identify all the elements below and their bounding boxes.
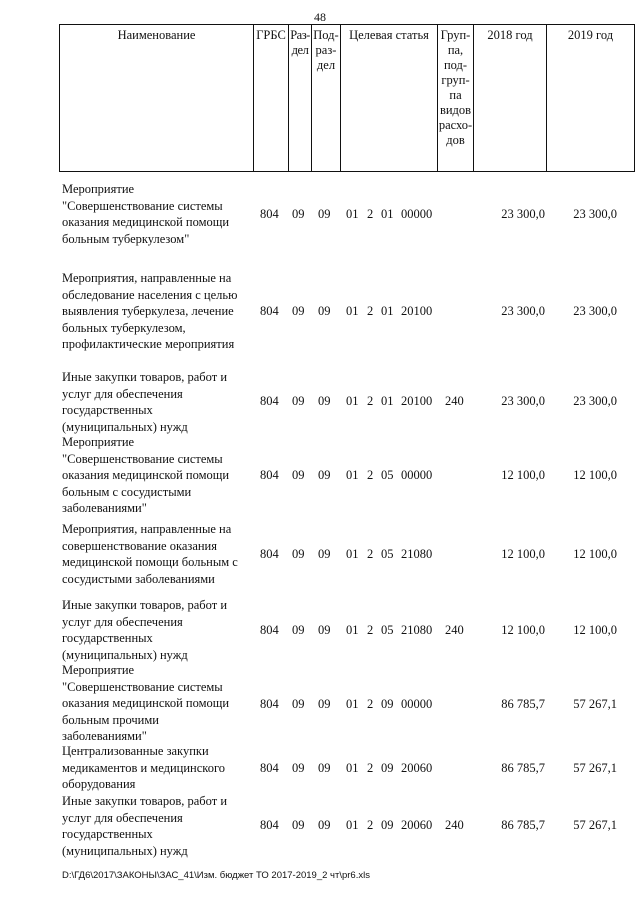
row-expense-type: 240 bbox=[445, 394, 464, 408]
row-target-direction: 20100 bbox=[401, 304, 433, 318]
page-number: 48 bbox=[314, 10, 326, 24]
row-target-program: 01 bbox=[346, 394, 359, 408]
row-grbs: 804 bbox=[260, 818, 279, 832]
row-target-subprogram: 2 bbox=[367, 207, 374, 221]
row-razdel: 09 bbox=[292, 304, 305, 318]
row-podrazdel: 09 bbox=[318, 818, 331, 832]
row-target-program: 01 bbox=[346, 547, 359, 561]
row-target-event: 05 bbox=[381, 623, 394, 637]
row-target-subprogram: 2 bbox=[367, 394, 374, 408]
row-value-2018: 23 300,0 bbox=[501, 394, 545, 408]
row-target-program: 01 bbox=[346, 207, 359, 221]
header-bottom-border bbox=[59, 171, 635, 172]
header-divider bbox=[546, 24, 547, 172]
row-target-direction: 20060 bbox=[401, 761, 433, 775]
row-razdel: 09 bbox=[292, 207, 305, 221]
row-target-event: 09 bbox=[381, 697, 394, 711]
row-target-event: 01 bbox=[381, 304, 394, 318]
row-razdel: 09 bbox=[292, 697, 305, 711]
row-value-2019: 23 300,0 bbox=[573, 304, 617, 318]
row-name: Централизованные закупки медикаментов и медицинского оборудования bbox=[62, 744, 226, 791]
row-name: Мероприятие "Совершенствование системы оказания медицинской помощи больным с сосудистыми заболеваниями" bbox=[62, 435, 230, 515]
row-target-subprogram: 2 bbox=[367, 468, 374, 482]
row-target-program: 01 bbox=[346, 761, 359, 775]
header-divider bbox=[634, 24, 635, 172]
row-name: Мероприятие "Совершенствование системы оказания медицинской помощи больным туберкулезом" bbox=[62, 182, 230, 246]
row-target-program: 01 bbox=[346, 818, 359, 832]
row-podrazdel: 09 bbox=[318, 547, 331, 561]
row-target-program: 01 bbox=[346, 304, 359, 318]
row-name: Иные закупки товаров, работ и услуг для обеспечения государственных (муниципальных) нужд bbox=[62, 598, 228, 662]
row-podrazdel: 09 bbox=[318, 207, 331, 221]
row-razdel: 09 bbox=[292, 547, 305, 561]
row-podrazdel: 09 bbox=[318, 468, 331, 482]
row-value-2019: 23 300,0 bbox=[573, 394, 617, 408]
row-target-subprogram: 2 bbox=[367, 304, 374, 318]
row-target-event: 01 bbox=[381, 207, 394, 221]
row-name: Иные закупки товаров, работ и услуг для обеспечения государственных (муниципальных) нужд bbox=[62, 370, 228, 434]
header-divider bbox=[473, 24, 474, 172]
row-grbs: 804 bbox=[260, 697, 279, 711]
row-grbs: 804 bbox=[260, 623, 279, 637]
row-target-program: 01 bbox=[346, 623, 359, 637]
header-podrazdel: Под- раз- дел bbox=[313, 28, 339, 72]
header-razdel: Раз- дел bbox=[290, 28, 310, 57]
header-divider bbox=[253, 24, 254, 172]
row-target-direction: 21080 bbox=[401, 623, 433, 637]
row-target-direction: 20060 bbox=[401, 818, 433, 832]
row-expense-type: 240 bbox=[445, 818, 464, 832]
row-grbs: 804 bbox=[260, 394, 279, 408]
header-divider bbox=[340, 24, 341, 172]
header-grbs: ГРБС bbox=[256, 28, 286, 42]
row-value-2019: 57 267,1 bbox=[573, 818, 617, 832]
row-target-subprogram: 2 bbox=[367, 697, 374, 711]
row-podrazdel: 09 bbox=[318, 623, 331, 637]
header-2018: 2018 год bbox=[487, 28, 533, 42]
row-target-direction: 00000 bbox=[401, 697, 433, 711]
row-target-event: 05 bbox=[381, 468, 394, 482]
row-target-event: 05 bbox=[381, 547, 394, 561]
row-expense-type: 240 bbox=[445, 623, 464, 637]
row-target-direction: 00000 bbox=[401, 468, 433, 482]
row-value-2019: 12 100,0 bbox=[573, 547, 617, 561]
header-name: Наименование bbox=[117, 28, 196, 42]
row-value-2019: 12 100,0 bbox=[573, 468, 617, 482]
row-target-direction: 00000 bbox=[401, 207, 433, 221]
row-podrazdel: 09 bbox=[318, 394, 331, 408]
row-grbs: 804 bbox=[260, 207, 279, 221]
row-target-event: 01 bbox=[381, 394, 394, 408]
row-value-2018: 23 300,0 bbox=[501, 207, 545, 221]
row-value-2018: 86 785,7 bbox=[501, 761, 545, 775]
row-target-direction: 20100 bbox=[401, 394, 433, 408]
row-name: Мероприятия, направленные на обследование населения с целью выявления туберкулеза, лечение больных туберкулезом, профилактические мероприятия bbox=[62, 271, 238, 351]
row-name: Иные закупки товаров, работ и услуг для обеспечения государственных (муниципальных) нужд bbox=[62, 794, 228, 858]
header-top-border bbox=[59, 24, 635, 25]
row-razdel: 09 bbox=[292, 818, 305, 832]
row-podrazdel: 09 bbox=[318, 304, 331, 318]
row-podrazdel: 09 bbox=[318, 697, 331, 711]
row-target-event: 09 bbox=[381, 761, 394, 775]
row-razdel: 09 bbox=[292, 394, 305, 408]
row-grbs: 804 bbox=[260, 304, 279, 318]
row-target-subprogram: 2 bbox=[367, 761, 374, 775]
row-value-2018: 12 100,0 bbox=[501, 623, 545, 637]
row-grbs: 804 bbox=[260, 761, 279, 775]
row-grbs: 804 bbox=[260, 468, 279, 482]
row-target-subprogram: 2 bbox=[367, 818, 374, 832]
row-target-event: 09 bbox=[381, 818, 394, 832]
row-name: Мероприятие "Совершенствование системы оказания медицинской помощи больным прочими заболеваниями" bbox=[62, 663, 230, 743]
row-value-2018: 12 100,0 bbox=[501, 547, 545, 561]
header-group: Груп- па, под- груп- па видов расхо- дов bbox=[438, 28, 473, 147]
header-divider bbox=[59, 24, 60, 172]
row-target-program: 01 bbox=[346, 697, 359, 711]
row-value-2018: 23 300,0 bbox=[501, 304, 545, 318]
header-2019: 2019 год bbox=[567, 28, 614, 42]
row-target-program: 01 bbox=[346, 468, 359, 482]
header-target: Целевая статья bbox=[349, 28, 429, 42]
row-target-subprogram: 2 bbox=[367, 623, 374, 637]
row-name: Мероприятия, направленные на совершенствование оказания медицинской помощи больным с сосудистыми заболеваниями bbox=[62, 522, 238, 586]
row-grbs: 804 bbox=[260, 547, 279, 561]
row-value-2019: 57 267,1 bbox=[573, 697, 617, 711]
row-razdel: 09 bbox=[292, 761, 305, 775]
row-target-subprogram: 2 bbox=[367, 547, 374, 561]
row-value-2019: 12 100,0 bbox=[573, 623, 617, 637]
row-value-2018: 86 785,7 bbox=[501, 697, 545, 711]
file-path-footer: D:\ГД6\2017\ЗАКОНЫ\ЗАС_41\Изм. бюджет ТО 2017-2019_2 чт\pr6.xls bbox=[62, 870, 370, 881]
row-razdel: 09 bbox=[292, 468, 305, 482]
row-razdel: 09 bbox=[292, 623, 305, 637]
row-target-direction: 21080 bbox=[401, 547, 433, 561]
row-value-2018: 86 785,7 bbox=[501, 818, 545, 832]
row-value-2018: 12 100,0 bbox=[501, 468, 545, 482]
row-podrazdel: 09 bbox=[318, 761, 331, 775]
row-value-2019: 57 267,1 bbox=[573, 761, 617, 775]
row-value-2019: 23 300,0 bbox=[573, 207, 617, 221]
